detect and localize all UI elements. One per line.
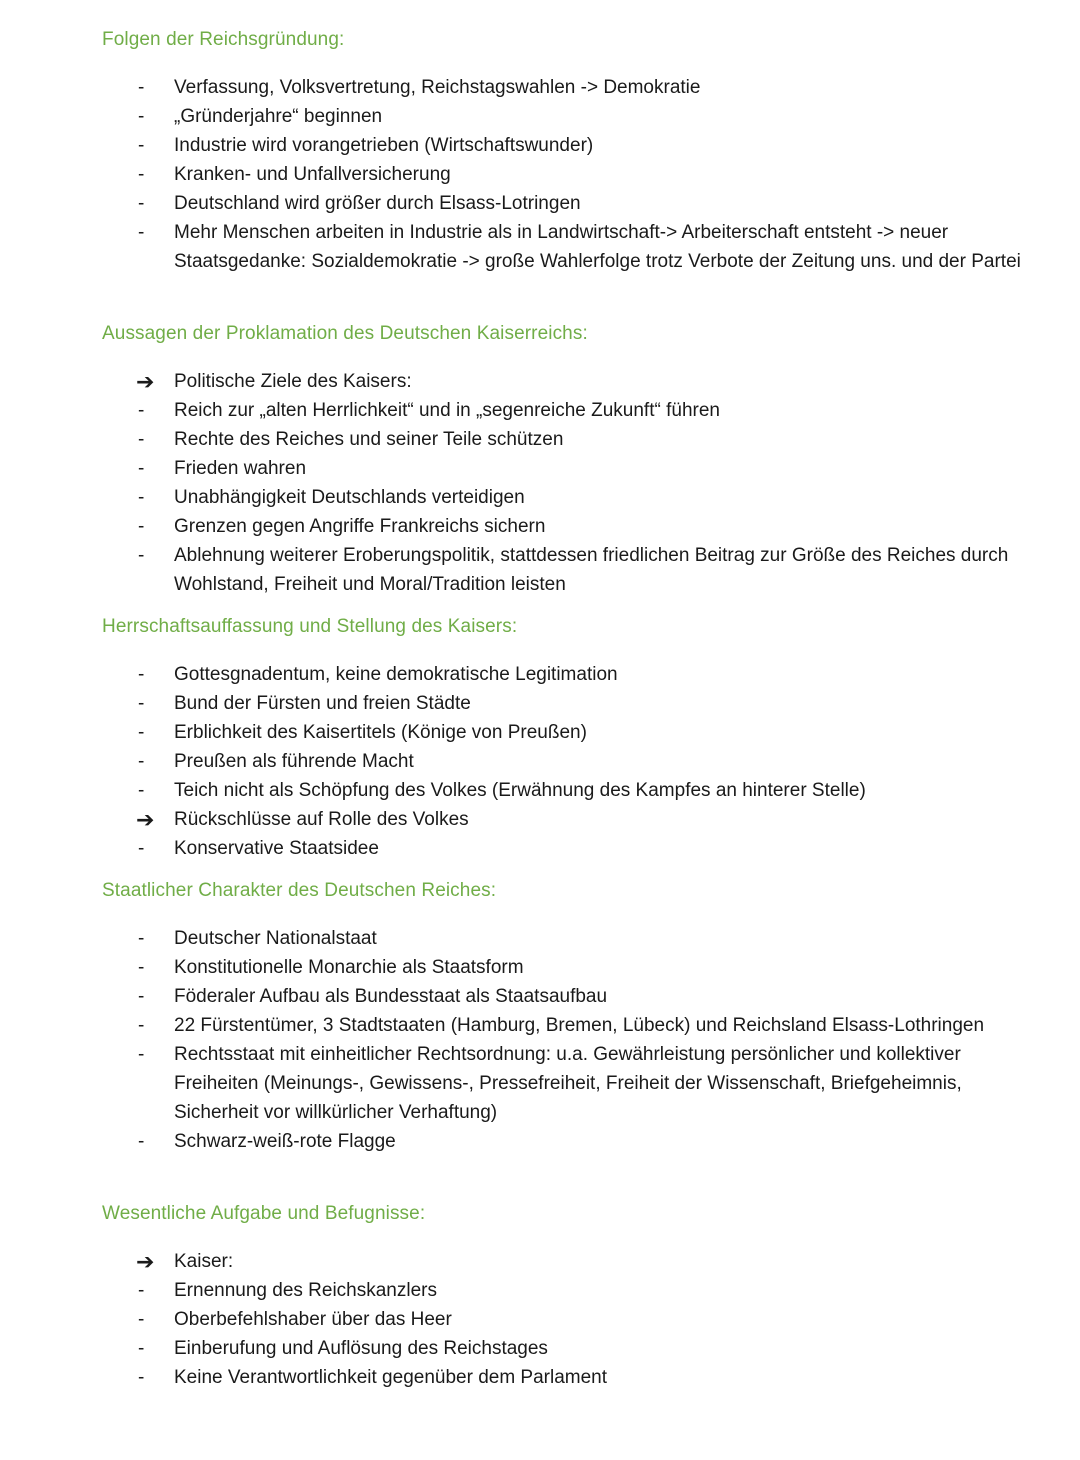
- dash-bullet: -: [138, 1015, 145, 1036]
- dash-bullet: -: [138, 928, 145, 949]
- list-item-text: Deutscher Nationalstaat: [174, 928, 377, 949]
- list-item-text: Unabhängigkeit Deutschlands verteidigen: [174, 487, 525, 508]
- list-item: [102, 660, 1032, 689]
- list-item-text: Konservative Staatsidee: [174, 838, 379, 859]
- list-item: [102, 218, 1032, 276]
- list-item-text: Erblichkeit des Kaisertitels (Könige von Preußen): [174, 722, 587, 743]
- section-heading: Staatlicher Charakter des Deutschen Reiches:: [102, 880, 497, 901]
- bullet-list: [102, 367, 1032, 599]
- list-item: [102, 1127, 1032, 1156]
- bullet-list: [102, 1247, 1032, 1392]
- dash-bullet: -: [138, 77, 145, 98]
- list-item-text: Politische Ziele des Kaisers:: [174, 371, 412, 392]
- dash-bullet: -: [138, 722, 145, 743]
- list-item: [102, 747, 1032, 776]
- dash-bullet: -: [138, 106, 145, 127]
- bullet-list: [102, 924, 1032, 1156]
- list-item: [102, 512, 1032, 541]
- list-item: [102, 1040, 1032, 1127]
- list-item: [102, 718, 1032, 747]
- list-item-text: Rechtsstaat mit einheitlicher Rechtsordnung: u.a. Gewährleistung persönlicher und kollektiver Freiheiten (Meinungs-, Gewissens-, Pressefreiheit, Freiheit der Wissenschaft, Briefgeheimnis, Sicherheit vor willkürlicher Verhaftung): [174, 1044, 962, 1123]
- list-item-text: „Gründerjahre“ beginnen: [174, 106, 383, 127]
- arrow-bullet-icon: ➔: [136, 807, 155, 832]
- list-item-text: Rückschlüsse auf Rolle des Volkes: [174, 809, 469, 830]
- dash-bullet: -: [138, 400, 145, 421]
- dash-bullet: -: [138, 545, 145, 566]
- section-folgen: [102, 28, 1032, 276]
- list-item-text: Preußen als führende Macht: [174, 751, 414, 772]
- section-heading: Folgen der Reichsgründung:: [102, 29, 345, 50]
- list-item: [102, 425, 1032, 454]
- dash-bullet: -: [138, 516, 145, 537]
- list-item-text: Ablehnung weiterer Eroberungspolitik, stattdessen friedlichen Beitrag zur Größe des Reiches durch Wohlstand, Freiheit und Moral/Tradition leisten: [174, 545, 1009, 595]
- dash-bullet: -: [138, 838, 145, 859]
- list-item: [102, 805, 1032, 834]
- section-aufgaben-befugnisse: [102, 1202, 1032, 1392]
- list-item-text: Bund der Fürsten und freien Städte: [174, 693, 471, 714]
- list-item: [102, 131, 1032, 160]
- list-item-text: Mehr Menschen arbeiten in Industrie als in Landwirtschaft-> Arbeiterschaft entsteht -> neuer Staatsgedanke: Sozialdemokratie -> große Wahlerfolge trotz Verbote der Zeitung uns. und der Partei: [174, 222, 1021, 272]
- arrow-bullet-icon: ➔: [136, 1249, 155, 1274]
- list-item-text: Ernennung des Reichskanzlers: [174, 1280, 437, 1301]
- list-item-text: Schwarz-weiß-rote Flagge: [174, 1131, 396, 1152]
- bullet-list: [102, 73, 1032, 276]
- list-item: [102, 541, 1032, 599]
- section-herrschaftsauffassung: [102, 615, 1032, 863]
- section-proklamation: [102, 322, 1032, 599]
- dash-bullet: -: [138, 135, 145, 156]
- dash-bullet: -: [138, 693, 145, 714]
- list-item: [102, 776, 1032, 805]
- dash-bullet: -: [138, 1367, 145, 1388]
- list-item: [102, 454, 1032, 483]
- list-item: [102, 1334, 1032, 1363]
- list-item-text: Deutschland wird größer durch Elsass-Lotringen: [174, 193, 581, 214]
- dash-bullet: -: [138, 957, 145, 978]
- list-item: [102, 689, 1032, 718]
- dash-bullet: -: [138, 487, 145, 508]
- list-item: [102, 1247, 1032, 1276]
- dash-bullet: -: [138, 429, 145, 450]
- dash-bullet: -: [138, 1280, 145, 1301]
- list-item-text: 22 Fürstentümer, 3 Stadtstaaten (Hamburg, Bremen, Lübeck) und Reichsland Elsass-Lothringen: [174, 1015, 985, 1036]
- list-item-text: Keine Verantwortlichkeit gegenüber dem Parlament: [174, 1367, 608, 1388]
- dash-bullet: -: [138, 664, 145, 685]
- list-item-text: Grenzen gegen Angriffe Frankreichs sichern: [174, 516, 546, 537]
- list-item: [102, 982, 1032, 1011]
- list-item-text: Föderaler Aufbau als Bundesstaat als Staatsaufbau: [174, 986, 608, 1007]
- dash-bullet: -: [138, 1338, 145, 1359]
- list-item: [102, 1305, 1032, 1334]
- dash-bullet: -: [138, 751, 145, 772]
- list-item: [102, 102, 1032, 131]
- list-item: [102, 396, 1032, 425]
- list-item-text: Teich nicht als Schöpfung des Volkes (Erwähnung des Kampfes an hinterer Stelle): [174, 780, 866, 801]
- arrow-bullet-icon: ➔: [136, 369, 155, 394]
- list-item-text: Rechte des Reiches und seiner Teile schützen: [174, 429, 564, 450]
- section-heading: Herrschaftsauffassung und Stellung des Kaisers:: [102, 616, 518, 637]
- list-item: [102, 1363, 1032, 1392]
- list-item: [102, 73, 1032, 102]
- list-item-text: Gottesgnadentum, keine demokratische Legitimation: [174, 664, 618, 685]
- list-item: [102, 834, 1032, 863]
- dash-bullet: -: [138, 164, 145, 185]
- dash-bullet: -: [138, 1309, 145, 1330]
- list-item: [102, 483, 1032, 512]
- section-heading: Aussagen der Proklamation des Deutschen Kaiserreichs:: [102, 323, 588, 344]
- list-item-text: Einberufung und Auflösung des Reichstages: [174, 1338, 548, 1359]
- list-item: [102, 189, 1032, 218]
- list-item-text: Frieden wahren: [174, 458, 307, 479]
- list-item-text: Reich zur „alten Herrlichkeit“ und in „segenreiche Zukunft“ führen: [174, 400, 720, 421]
- list-item-text: Oberbefehlshaber über das Heer: [174, 1309, 452, 1330]
- list-item: [102, 924, 1032, 953]
- dash-bullet: -: [138, 458, 145, 479]
- list-item: [102, 1276, 1032, 1305]
- dash-bullet: -: [138, 780, 145, 801]
- list-item: [102, 1011, 1032, 1040]
- bullet-list: [102, 660, 1032, 863]
- list-item: [102, 367, 1032, 396]
- list-item-text: Konstitutionelle Monarchie als Staatsform: [174, 957, 524, 978]
- section-staatlicher-charakter: [102, 879, 1032, 1156]
- dash-bullet: -: [138, 986, 145, 1007]
- dash-bullet: -: [138, 1044, 145, 1065]
- dash-bullet: -: [138, 222, 145, 243]
- list-item-text: Kaiser:: [174, 1251, 234, 1272]
- list-item-text: Verfassung, Volksvertretung, Reichstagswahlen -> Demokratie: [174, 77, 701, 98]
- section-heading: Wesentliche Aufgabe und Befugnisse:: [102, 1203, 426, 1224]
- list-item-text: Kranken- und Unfallversicherung: [174, 164, 451, 185]
- list-item-text: Industrie wird vorangetrieben (Wirtschaftswunder): [174, 135, 594, 156]
- dash-bullet: -: [138, 1131, 145, 1152]
- dash-bullet: -: [138, 193, 145, 214]
- list-item: [102, 953, 1032, 982]
- list-item: [102, 160, 1032, 189]
